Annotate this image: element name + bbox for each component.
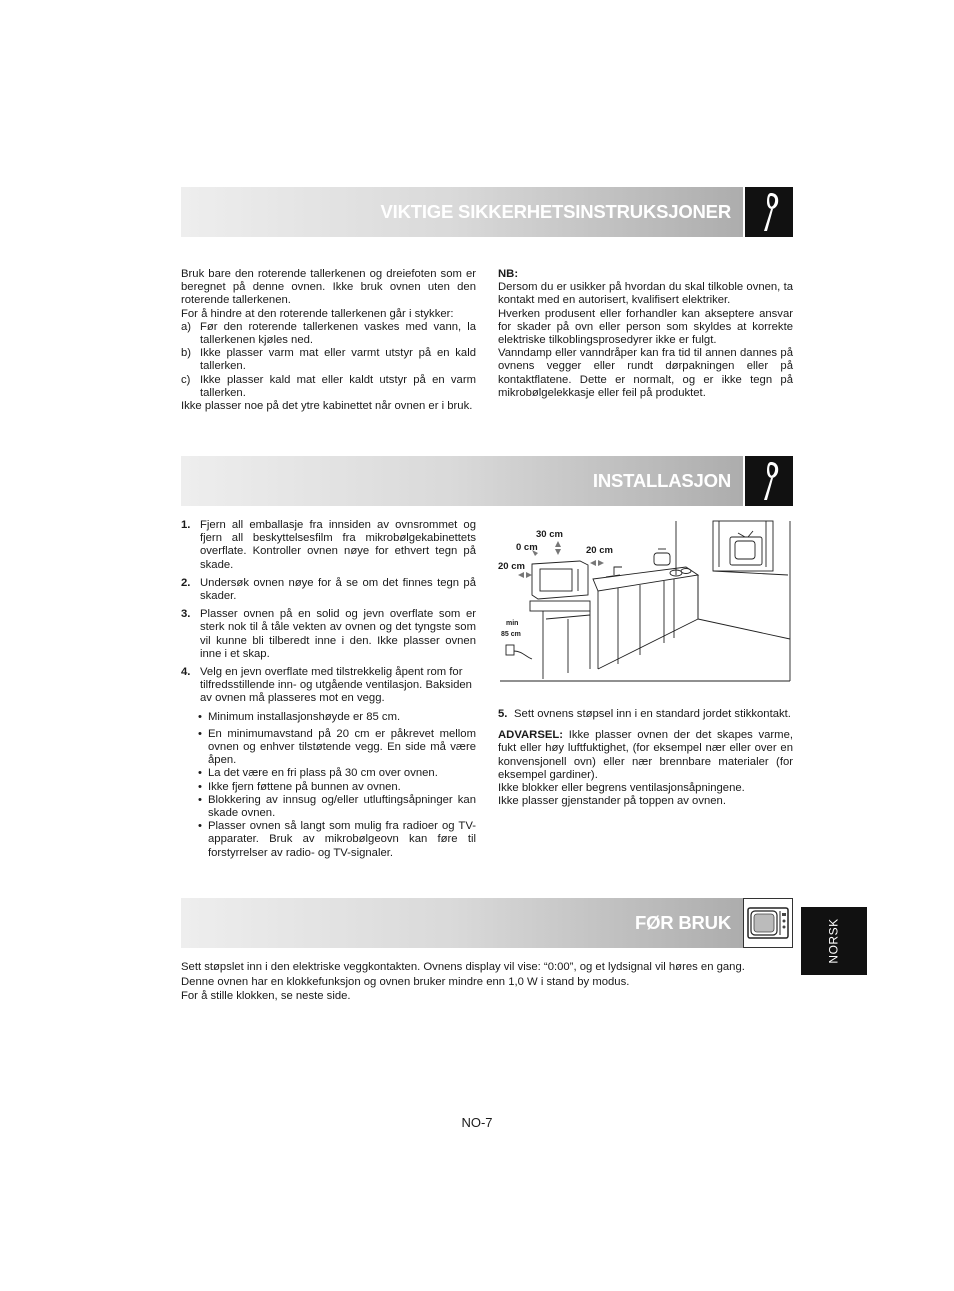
language-tab	[801, 907, 867, 975]
list-item: • Minimum installasjonshøyde er 85 cm.	[198, 710, 401, 723]
language-tab-label: NORSK	[826, 918, 841, 964]
list-item: 5. Sett ovnens støpsel inn i en standard jordet stikkontakt.	[498, 708, 791, 720]
info-icon	[743, 456, 793, 506]
list-item: • En minimumavstand på 20 cm er påkrevet mellom ovnen og enhver tilstøtende vegg. En side må være åpen.	[198, 727, 476, 767]
safety-left-column	[181, 268, 476, 413]
label-min: min	[506, 620, 519, 627]
before-use-title: FØR BRUK	[634, 912, 731, 933]
before-p2: Denne ovnen har en klokkefunksjon og ovnen bruker mindre enn 1,0 W i stand by modus.	[181, 975, 630, 988]
list-item: a) Før den roterende tallerkenen vaskes med vann, la tallerkenen kjøles ned.	[181, 320, 476, 347]
label-20cm-right: 20 cm	[586, 545, 613, 556]
list-item: • Blokkering av innsug og/eller utluftingsåpninger kan skade ovnen.	[198, 793, 476, 820]
install-banner	[181, 456, 793, 506]
info-icon	[743, 187, 793, 237]
safety-p1: Bruk bare den roterende tallerkenen og dreiefoten som er beregnet på denne ovnen. Ikke bruk ovnen uten den roterende tallerkenen.	[181, 268, 476, 307]
nb-p2: Hverken produsent eller forhandler kan akseptere ansvar for skader på ovn eller person som skyldes at korrekte elektriske tilkoblingsprosedyrer ikke er fulgt.	[498, 307, 793, 347]
warning-p2: Ikke blokker eller begrens ventilasjonsåpningene.	[498, 782, 745, 795]
warning-p3: Ikke plasser gjenstander på toppen av ovnen.	[498, 795, 726, 808]
list-item: 2. Undersøk ovnen nøye for å se om det finnes tegn på skader.	[181, 576, 476, 603]
before-p1: Sett støpslet inn i den elektriske veggkontakten. Ovnens display vil vise: “0:00”, og et lydsignal vil høres en gang.	[181, 961, 745, 973]
install-right-column	[498, 708, 793, 808]
list-item: 1. Fjern all emballasje fra innsiden av ovnsrommet og fjern all beskyttelsesfilm fra mikrobølgekabinettets overflate. Kontroller ovnen nøye for ethvert tegn på skade.	[181, 519, 476, 571]
before-p3: For å stille klokken, se neste side.	[181, 990, 351, 1002]
nb-p3: Vanndamp eller vanndråper kan fra tid til annen dannes på ovnens vegger eller rundt dørpakningen eller på kontaktflatene. Dette er normalt, og er ikke tegn på mikrobølgelekkasje eller feil på produktet.	[498, 347, 793, 399]
safety-p2: For å hindre at den roterende tallerkenen går i stykker:	[181, 307, 454, 320]
list-item: c) Ikke plasser kald mat eller kaldt utstyr på en varm tallerken.	[181, 373, 476, 399]
label-20cm-left: 20 cm	[498, 561, 525, 572]
safety-p3: Ikke plasser noe på det ytre kabinettet når ovnen er i bruk.	[181, 400, 473, 413]
page-number: NO-7	[461, 1115, 493, 1130]
nb-p1: Dersom du er usikker på hvordan du skal tilkoble ovnen, ta kontakt med en autorisert, kvalifisert elektriker.	[498, 281, 793, 307]
list-item: b) Ikke plasser varm mat eller varmt utstyr på en kald tallerken.	[181, 347, 476, 373]
safety-title: VIKTIGE SIKKERHETSINSTRUKSJONER	[380, 201, 731, 222]
list-item: 4. Velg en jevn overflate med tilstrekkelig åpent rom for tilfredsstillende inn- og utgående ventilasjon. Baksiden av ovnen må plasseres mot en vegg.	[181, 666, 472, 705]
before-use-text	[181, 960, 793, 1004]
install-title: INSTALLASJON	[592, 470, 731, 491]
install-left-column	[181, 519, 476, 860]
safety-right-column	[498, 268, 793, 400]
list-item: 3. Plasser ovnen på en solid og jevn overflate som er sterk nok til å tåle vekten av ovnen og det tyngste som vil kunne bli tilberedt inne i den. Ikke plasser ovnen inne i et skap.	[181, 608, 476, 660]
warning-paragraph: ADVARSEL: Ikke plasser ovnen der det skapes varme, fukt eller høy luftfuktighet, (for eksempel nær eller over en konvensjonell ovn) eller nær brennbare materialer (for eksempel gardiner).	[498, 729, 793, 781]
list-item: • La det være en fri plass på 30 cm over ovnen.	[198, 767, 438, 780]
label-30cm: 30 cm	[536, 529, 563, 540]
microwave-icon	[743, 898, 793, 948]
list-item: • Plasser ovnen så langt som mulig fra radioer og TV-apparater. Bruk av mikrobølgeovn kan føre til forstyrrelser av radio- og TV-signaler.	[198, 820, 476, 859]
label-85cm: 85 cm	[501, 631, 521, 638]
list-item: • Ikke fjern føttene på bunnen av ovnen.	[198, 780, 401, 793]
nb-label: NB:	[498, 268, 519, 280]
safety-banner	[181, 187, 793, 237]
label-0cm: 0 cm	[516, 542, 538, 553]
installation-diagram	[498, 519, 793, 684]
before-use-banner	[181, 898, 793, 948]
warning-label: ADVARSEL:	[498, 729, 564, 742]
